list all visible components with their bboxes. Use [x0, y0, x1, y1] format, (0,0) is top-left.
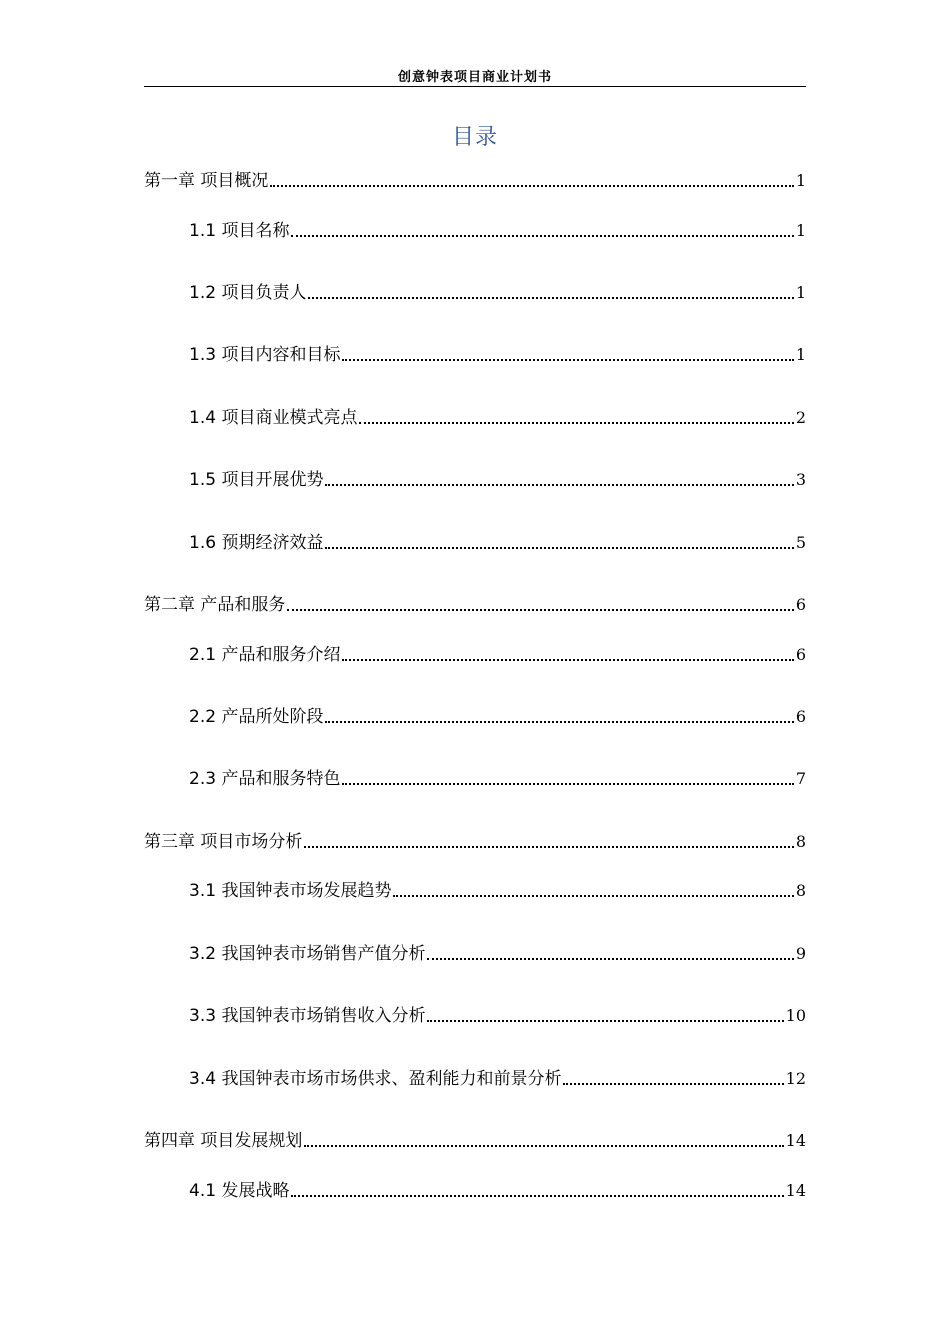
toc-entry-title: 1.5 项目开展优势	[189, 470, 324, 490]
toc-entry-title: 1.4 项目商业模式亮点	[189, 408, 358, 428]
toc-entry-title: 2.2 产品所处阶段	[189, 707, 324, 727]
toc-chapter-entry[interactable]	[144, 168, 806, 192]
toc-dot-leader	[325, 721, 793, 723]
toc-chapter-entry[interactable]	[144, 829, 806, 853]
toc-dot-leader	[287, 609, 793, 611]
toc-page-number: 1	[795, 345, 806, 364]
toc-page-number: 7	[795, 769, 806, 788]
toc-dot-leader	[304, 1145, 783, 1147]
toc-page-number: 6	[795, 645, 806, 664]
toc-page-number: 1	[795, 221, 806, 240]
toc-page-number: 3	[795, 470, 806, 489]
toc-section-entry[interactable]	[189, 766, 806, 790]
toc-page-number: 1	[795, 171, 806, 190]
toc-section-entry[interactable]	[189, 704, 806, 728]
toc-section-entry[interactable]	[189, 218, 806, 242]
toc-chapter-entry[interactable]	[144, 592, 806, 616]
toc-dot-leader	[325, 484, 793, 486]
toc-section-entry[interactable]	[189, 405, 806, 429]
toc-section-entry[interactable]	[189, 941, 806, 965]
toc-section-entry[interactable]	[189, 1178, 806, 1202]
toc-page-number: 14	[785, 1181, 806, 1200]
toc-dot-leader	[308, 297, 793, 299]
toc-section-entry[interactable]	[189, 1003, 806, 1027]
toc-section-entry[interactable]	[189, 530, 806, 554]
toc-dot-leader	[359, 422, 793, 424]
toc-page-number: 10	[785, 1006, 806, 1025]
toc-page-number: 6	[795, 707, 806, 726]
toc-entry-title: 1.2 项目负责人	[189, 283, 307, 303]
toc-entry-title: 第四章 项目发展规划	[144, 1131, 303, 1151]
toc-section-entry[interactable]	[189, 342, 806, 366]
toc-page-number: 8	[795, 881, 806, 900]
toc-entry-title: 4.1 发展战略	[189, 1181, 290, 1201]
toc-page-number: 2	[795, 408, 806, 427]
toc-entry-title: 3.1 我国钟表市场发展趋势	[189, 881, 392, 901]
toc-entry-title: 第一章 项目概况	[144, 171, 269, 191]
toc-dot-leader	[427, 1020, 783, 1022]
toc-entry-title: 第三章 项目市场分析	[144, 832, 303, 852]
toc-page-number: 6	[795, 595, 806, 614]
toc-dot-leader	[427, 958, 793, 960]
toc-page-number: 8	[795, 832, 806, 851]
toc-entry-title: 第二章 产品和服务	[144, 595, 286, 615]
toc-title: 目录	[451, 125, 498, 150]
toc-dot-leader	[563, 1083, 783, 1085]
header-rule	[144, 86, 806, 87]
toc-entry-title: 2.1 产品和服务介绍	[189, 645, 341, 665]
toc-dot-leader	[393, 895, 793, 897]
toc-section-entry[interactable]	[189, 1066, 806, 1090]
toc-dot-leader	[342, 359, 793, 361]
toc-entry-title: 3.2 我国钟表市场销售产值分析	[189, 944, 426, 964]
toc-section-entry[interactable]	[189, 642, 806, 666]
toc-section-entry[interactable]	[189, 467, 806, 491]
toc-entry-title: 3.3 我国钟表市场销售收入分析	[189, 1006, 426, 1026]
toc-section-entry[interactable]	[189, 280, 806, 304]
running-header: 创意钟表项目商业计划书	[397, 70, 552, 85]
toc-entry-title: 1.6 预期经济效益	[189, 533, 324, 553]
toc-entry-title: 3.4 我国钟表市场市场供求、盈利能力和前景分析	[189, 1069, 562, 1089]
toc-entry-title: 2.3 产品和服务特色	[189, 769, 341, 789]
toc-entry-title: 1.1 项目名称	[189, 221, 290, 241]
toc-page-number: 5	[795, 533, 806, 552]
toc-dot-leader	[342, 783, 793, 785]
toc-entry-title: 1.3 项目内容和目标	[189, 345, 341, 365]
toc-page-number: 9	[795, 944, 806, 963]
toc-dot-leader	[304, 846, 793, 848]
toc-dot-leader	[325, 547, 793, 549]
toc-dot-leader	[291, 235, 793, 237]
toc-page-number: 12	[785, 1069, 806, 1088]
toc-page-number: 1	[795, 283, 806, 302]
toc-chapter-entry[interactable]	[144, 1128, 806, 1152]
toc-dot-leader	[342, 659, 793, 661]
toc-section-entry[interactable]	[189, 878, 806, 902]
toc-dot-leader	[291, 1195, 783, 1197]
toc-dot-leader	[270, 185, 793, 187]
toc-page-number: 14	[785, 1131, 806, 1150]
